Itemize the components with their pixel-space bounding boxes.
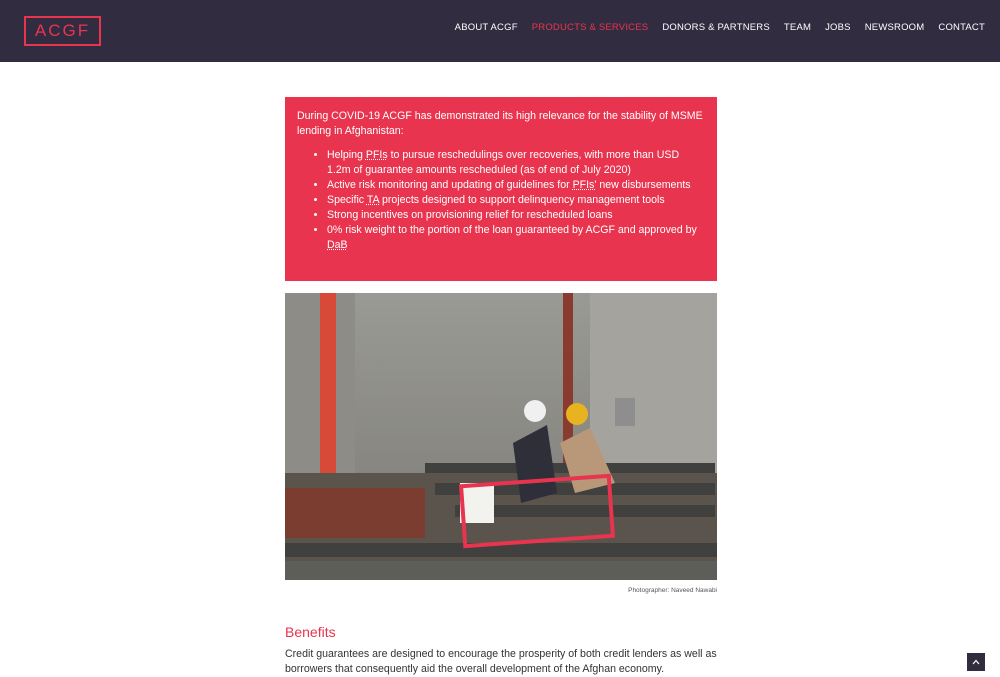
benefits-paragraph: Credit guarantees are designed to encourage the prosperity of both credit lenders as well as borrowers that consequently aid the overall development of the Afghan economy. <box>285 648 717 675</box>
nav-about[interactable]: ABOUT ACGF <box>454 22 518 33</box>
callout-bullet: • Specific TA projects designed to support delinquency management tools <box>327 193 705 208</box>
nav-jobs[interactable]: JOBS <box>825 22 851 33</box>
nav-donors-partners[interactable]: DONORS & PARTNERS <box>662 22 770 33</box>
callout-bullet: • 0% risk weight to the portion of the loan guaranteed by ACGF and approved by DaB <box>327 223 705 253</box>
photo-credit: Photographer: Naveed Nawabi <box>628 587 717 594</box>
scroll-to-top-button[interactable] <box>967 653 985 671</box>
nav-contact[interactable]: CONTACT <box>938 22 985 33</box>
callout-bullet: • Strong incentives on provisioning relief for rescheduled loans <box>327 208 705 223</box>
chevron-up-icon <box>971 657 981 667</box>
benefits-heading: Benefits <box>285 624 336 640</box>
abbr-pfis[interactable]: PFIs' <box>572 179 597 191</box>
nav-team[interactable]: TEAM <box>783 22 812 33</box>
acgf-logo[interactable]: ACGF <box>24 16 101 46</box>
abbr-ta[interactable]: TA <box>366 194 380 206</box>
nav-products-services[interactable]: PRODUCTS & SERVICES <box>531 22 649 33</box>
callout-intro: During COVID-19 ACGF has demonstrated its high relevance for the stability of MSME lending in Afghanistan: <box>297 110 703 137</box>
main-nav <box>455 22 985 33</box>
photo-illustration <box>285 293 717 580</box>
callout-list <box>297 148 705 253</box>
callout-bullet: • Active risk monitoring and updating of guidelines for PFIs' new disbursements <box>327 178 705 193</box>
workers-photo <box>285 293 717 580</box>
site-header <box>0 0 1000 62</box>
abbr-dab[interactable]: DaB <box>327 239 348 251</box>
nav-newsroom[interactable]: NEWSROOM <box>864 22 925 33</box>
covid-callout-box <box>285 97 717 281</box>
abbr-pfis[interactable]: PFIs <box>365 149 388 161</box>
callout-bullet: • Helping PFIs to pursue reschedulings over recoveries, with more than USD 1.2m of guarantee amounts rescheduled (as of end of July 2020) <box>327 148 705 178</box>
